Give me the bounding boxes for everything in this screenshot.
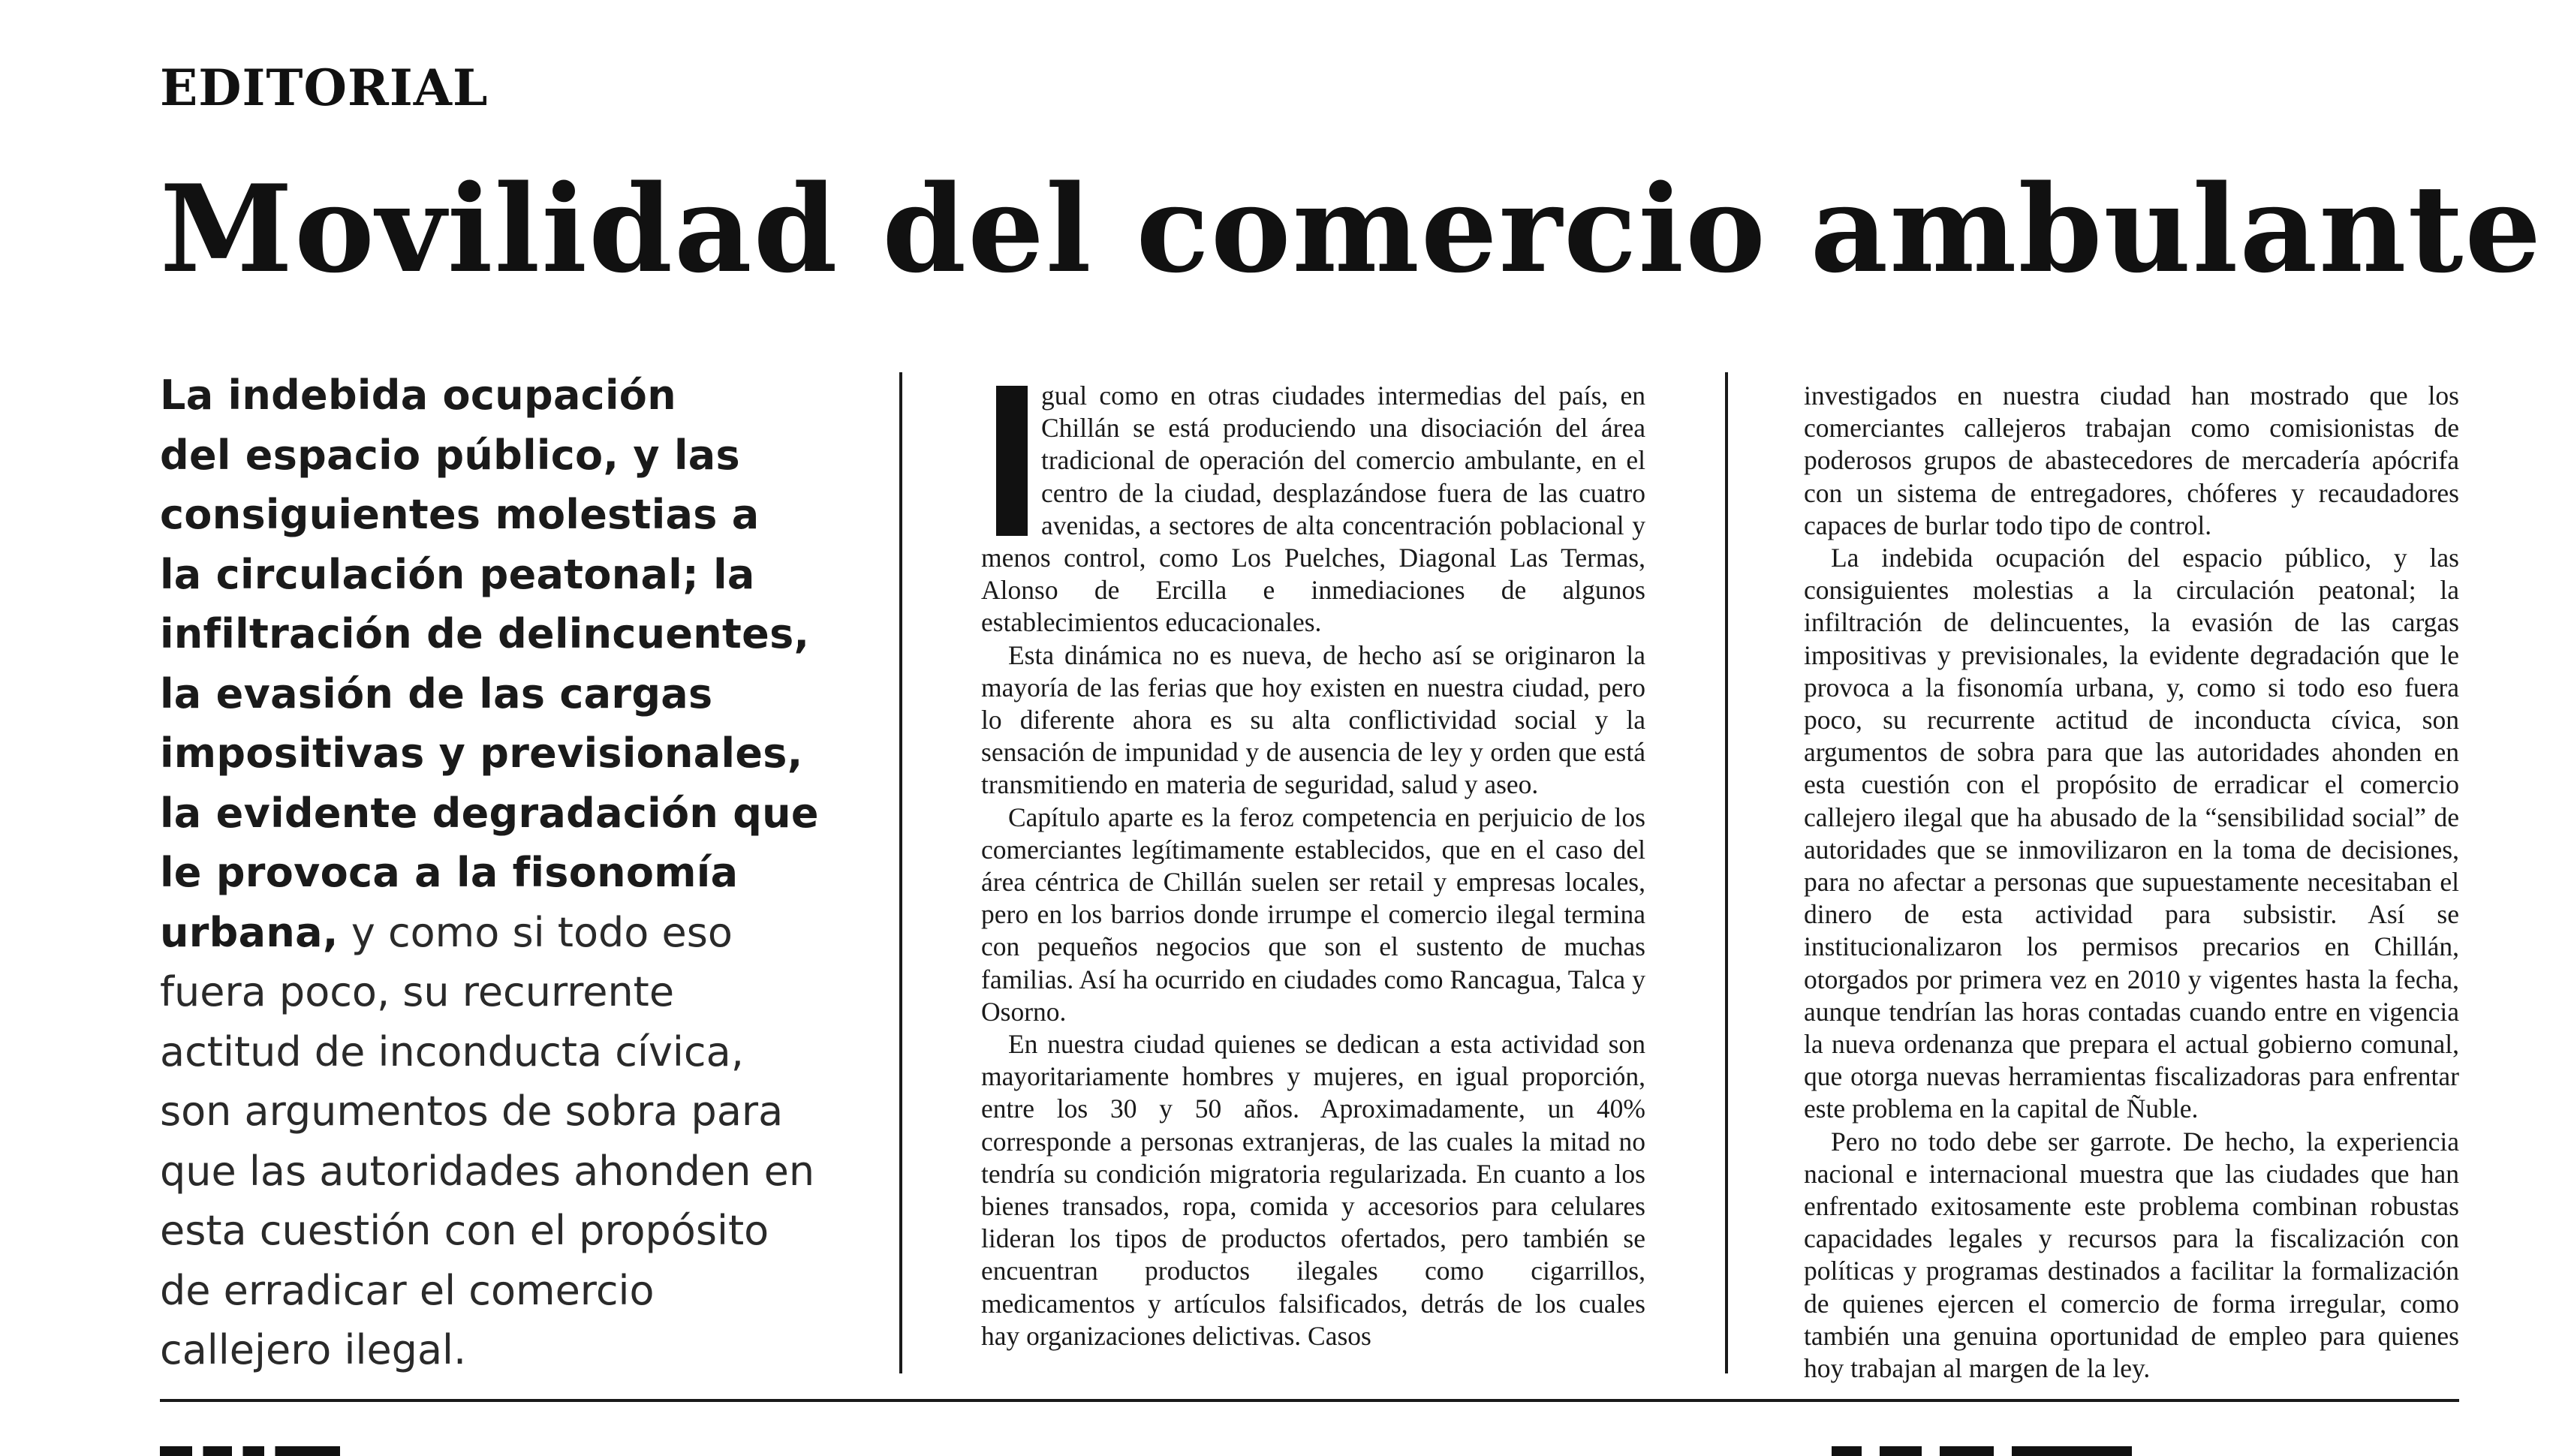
headline: Movilidad del comercio ambulante xyxy=(160,158,2543,299)
lead-line: la evasión de las cargas xyxy=(160,669,713,717)
body-column-middle xyxy=(981,380,1645,1352)
body-paragraph xyxy=(981,380,1645,639)
body-paragraph: Capítulo aparte es la feroz competencia en perjuicio de los comerciantes legítimamente establecidos, que en el caso del área céntrica de Chillán suelen ser retail y empresas locales, pero en los barrios donde irrumpe el comercio ilegal termina con pequeños negocios que son el sustento de muchas familias. Así ha ocurrido en ciudades como Rancagua, Talca y Osorno. xyxy=(981,802,1645,1027)
lead-line: consiguientes molestias a xyxy=(160,491,760,538)
bottom-rule xyxy=(160,1399,2459,1402)
lead-bold-fragment: urbana, xyxy=(160,908,339,956)
lead-line: la evidente degradación que xyxy=(160,789,819,837)
lead-line: infiltración de delincuentes, xyxy=(160,610,810,657)
body-paragraph: Esta dinámica no es nueva, de hecho así se originaron la mayoría de las ferias que hoy existen en nuestra ciudad, pero lo diferente ahora es su alta conflictividad social y la sensación de impunidad y de ausencia de ley y orden que está transmitiendo en materia de seguridad, salud y aseo. xyxy=(981,639,1645,800)
lead-line: le provoca a la fisonomía xyxy=(160,849,739,896)
lead-line: impositivas y previsionales, xyxy=(160,730,803,777)
body-paragraph: La indebida ocupación del espacio público, y las consiguientes molestias a la circulación peatonal; la infiltración de delincuentes, la evasión de las cargas impositivas y previsionales, la evidente degradación que le provoca a la fisonomía urbana, y, como si todo eso fuera poco, su recurrente actitud de inconducta cívica, son argumentos de sobra para que las autoridades ahonden en esta cuestión con el propósito de erradicar el comercio callejero ilegal que ha abusado de la “sensibilidad social” de autoridades que se inmovilizaron en la toma de decisiones, para no afectar a personas que supuestamente necesitaban el dinero de esta actividad para subsistir. Así se institucionalizaron los permisos precarios en Chillán, otorgados por primera vez en 2010 y vigentes hasta la fecha, aunque tendrían las horas contadas cuando entre en vigencia la nueva ordenanza que prepara el actual gobierno comunal, que otorga nuevas herramientas fiscalizadoras para enfrentar este problema en la capital de Ñuble. xyxy=(1804,543,2459,1124)
lead-line: La indebida ocupación xyxy=(160,372,676,419)
body-column-right xyxy=(1804,380,2459,1385)
lead-line: del espacio público, y las xyxy=(160,431,740,479)
lead-line: son argumentos de sobra para xyxy=(160,1087,784,1135)
column-divider xyxy=(899,372,902,1373)
lead-line: esta cuestión con el propósito xyxy=(160,1207,769,1254)
lead-line: actitud de inconducta cívica, xyxy=(160,1027,744,1075)
cropped-heading-glyphs xyxy=(160,1446,340,1456)
lead-line: que las autoridades ahonden en xyxy=(160,1147,815,1195)
body-paragraph: investigados en nuestra ciudad han mostrado que los comerciantes callejeros trabajan como comisionistas de poderosos grupos de abastecedores de mercadería apócrifa con un sistema de entregadores, chóferes y recaudadores capaces de burlar todo tipo de control. xyxy=(1804,381,2459,540)
lead-pull-quote xyxy=(160,366,835,1380)
body-paragraph: En nuestra ciudad quienes se dedican a esta actividad son mayoritariamente hombres y mujeres, en igual proporción, entre los 30 y 50 años. Aproximadamente, un 40% corresponde a personas extranjeras, de las cuales la mitad no tendría su condición migratoria regularizada. En cuanto a los bienes transados, ropa, comida y accesorios para celulares lideran los tipos de productos ofertados, pero también se encuentran productos ilegales como cigarrillos, medicamentos y artículos falsificados, detrás de los cuales hay organizaciones delictivas. Casos xyxy=(981,1029,1645,1351)
lead-mixed-line xyxy=(160,903,835,963)
column-divider xyxy=(1725,372,1728,1373)
paragraph-text: gual como en otras ciudades intermedias del país, en Chillán se está produciendo una disociación del área tradicional de operación del comercio ambulante, en el centro de la ciudad, desplazándose fuera de las cuatro avenidas, a sectores de alta concentración poblacional y menos control, como Los Puelches, Diagonal Las Termas, Alonso de Ercilla e inmediaciones de algunos establecimientos educacionales. xyxy=(981,381,1645,638)
drop-cap xyxy=(996,386,1028,536)
lead-line: fuera poco, su recurrente xyxy=(160,968,675,1015)
next-article-heading-cut xyxy=(1832,1430,2132,1456)
section-label: EDITORIAL xyxy=(160,59,489,117)
cropped-heading-glyphs xyxy=(1832,1446,2132,1456)
lead-regular-fragment: y como si todo eso xyxy=(338,908,733,956)
lead-line: callejero ilegal. xyxy=(160,1326,467,1373)
lead-line: de erradicar el comercio xyxy=(160,1266,655,1314)
body-paragraph: Pero no todo debe ser garrote. De hecho, la experiencia nacional e internacional muestra que las ciudades que han enfrentado exitosamente este problema combinan robustas capacidades legales y recursos para la fiscalización con políticas y programas destinados a facilitar la formalización de quienes ejercen el comercio de forma irregular, como también una genuina oportunidad de empleo para quienes hoy trabajan al margen de la ley. xyxy=(1804,1126,2459,1384)
next-article-heading-cut xyxy=(160,1430,340,1456)
lead-line: la circulación peatonal; la xyxy=(160,550,755,598)
